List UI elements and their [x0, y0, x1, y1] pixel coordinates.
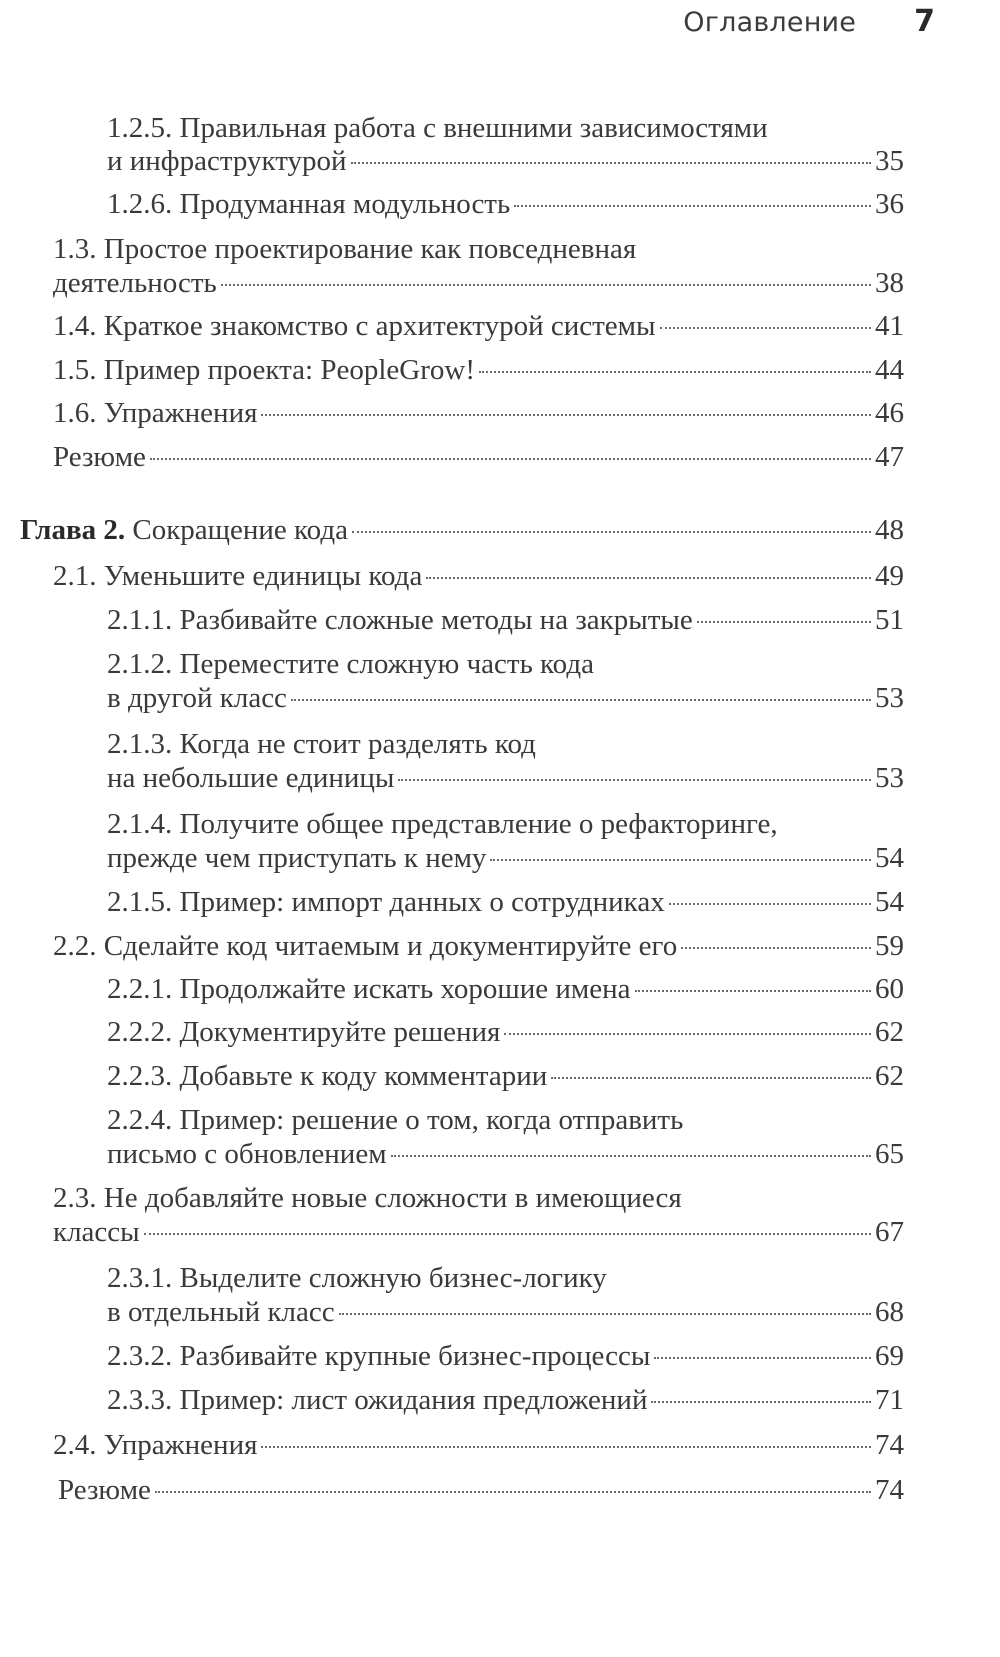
toc-page-number: 74 [875, 1474, 904, 1506]
toc-entry-title: Пример проекта: PeopleGrow! [103, 354, 475, 386]
toc-entry-title: Добавьте к коду комментарии [179, 1060, 548, 1092]
dot-leader [391, 1155, 871, 1157]
toc-page-number: 71 [875, 1384, 904, 1416]
toc-entry-title: Продолжайте искать хорошие имена [179, 973, 631, 1005]
toc-entry-number: 2.3. [53, 1182, 97, 1214]
toc-entry-2-2-4 [107, 1102, 683, 1138]
toc-entry-number: 1.2.6. [107, 188, 173, 220]
toc-entry-number: 2.2.3. [107, 1060, 173, 1092]
dot-leader [635, 990, 872, 992]
dot-leader [654, 1357, 871, 1359]
toc-entry-title: Краткое знакомство с архитектурой системы [103, 310, 656, 342]
toc-page-number: 53 [875, 682, 904, 714]
toc-entry-title: Упражнения [103, 1429, 258, 1461]
toc-entry-2-1-4 [107, 806, 778, 842]
toc-entry-title: Когда не стоит разделять код [179, 728, 536, 760]
toc-entry-number: 2.3.3. [107, 1384, 173, 1416]
toc-entry-2-1-4-cont [107, 840, 904, 876]
toc-entry-1-3-cont [53, 265, 904, 301]
toc-entry-1-2-6 [107, 186, 904, 222]
toc-entry-number: 2.1.1. [107, 604, 173, 636]
toc-entry-2-1-2 [107, 646, 594, 682]
toc-entry-title-cont: деятельность [53, 267, 217, 299]
dot-leader [352, 531, 871, 533]
dot-leader [150, 458, 871, 460]
dot-leader [697, 621, 871, 623]
toc-page-number: 41 [875, 310, 904, 342]
toc-entry-2-2-4-cont [107, 1136, 904, 1172]
toc-entry-number: 2.2.4. [107, 1104, 173, 1136]
toc-entry-title: Упражнения [103, 397, 258, 429]
dot-leader [155, 1491, 871, 1493]
toc-entry-2-2 [53, 928, 904, 964]
toc-entry-2-3-cont [53, 1214, 904, 1250]
toc-entry-2-3-1-cont [107, 1294, 904, 1330]
toc-entry-2-1-3-cont [107, 760, 904, 796]
dot-leader [681, 947, 871, 949]
dot-leader [660, 327, 871, 329]
toc-entry-title: Правильная работа с внешними зависимостями [179, 112, 768, 144]
toc-entry-title: Сделайте код читаемым и документируйте его [103, 930, 678, 962]
toc-entry-1-4 [53, 308, 904, 344]
toc-entry-number: 2.2.1. [107, 973, 173, 1005]
toc-page-number: 54 [875, 842, 904, 874]
toc-entry-2-1-1 [107, 602, 904, 638]
toc-entry-title: Не добавляйте новые сложности в имеющиеся [103, 1182, 682, 1214]
toc-page-number: 67 [875, 1216, 904, 1248]
toc-entry-number: 2.1. [53, 560, 97, 592]
toc-page-number: 36 [875, 188, 904, 220]
toc-entry-title-cont: и инфраструктурой [107, 145, 347, 177]
dot-leader [504, 1033, 871, 1035]
dot-leader [479, 371, 871, 373]
toc-entry-title: Простое проектирование как повседневная [103, 233, 637, 265]
dot-leader [221, 284, 871, 286]
toc-entry-title: Разбивайте крупные бизнес-процессы [179, 1340, 651, 1372]
toc-entry-number: 2.3.1. [107, 1262, 173, 1294]
toc-entry-title: Документируйте решения [179, 1016, 501, 1048]
toc-chapter-2 [20, 512, 904, 548]
toc-page-number: 46 [875, 397, 904, 429]
chapter-label: Глава 2. [20, 514, 126, 546]
toc-entry-2-3-3 [107, 1382, 904, 1418]
toc-page-number: 60 [875, 973, 904, 1005]
toc-entry-2-1-5 [107, 884, 904, 920]
toc-entry-2-2-2 [107, 1014, 904, 1050]
toc-entry-number: 2.1.2. [107, 648, 173, 680]
toc-page-number: 47 [875, 441, 904, 473]
toc-entry-title-cont: на небольшие единицы [107, 762, 395, 794]
dot-leader [651, 1401, 871, 1403]
toc-entry-2-2-1 [107, 971, 904, 1007]
toc-entry-2-3-2 [107, 1338, 904, 1374]
toc-entry-2-1 [53, 558, 904, 594]
toc-entry-title: Получите общее представление о рефакторинге, [179, 808, 778, 840]
toc-page-number: 44 [875, 354, 904, 386]
toc-entry-title: Переместите сложную часть кода [179, 648, 594, 680]
toc-page-number: 53 [875, 762, 904, 794]
toc-page-number: 62 [875, 1016, 904, 1048]
dot-leader [551, 1077, 871, 1079]
dot-leader [261, 414, 871, 416]
toc-page-number: 38 [875, 267, 904, 299]
toc-entry-2-2-3 [107, 1058, 904, 1094]
toc-entry-2-1-2-cont [107, 680, 904, 716]
toc-entry-title: Продуманная модульность [179, 188, 511, 220]
toc-page-number: 68 [875, 1296, 904, 1328]
toc-entry-1-6 [53, 395, 904, 431]
running-header [683, 4, 935, 39]
toc-page-number: 48 [875, 514, 904, 546]
toc-page-number: 69 [875, 1340, 904, 1372]
dot-leader [144, 1233, 871, 1235]
toc-entry-1-5 [53, 352, 904, 388]
toc-entry-number: 2.3.2. [107, 1340, 173, 1372]
toc-page-number: 35 [875, 145, 904, 177]
header-section-title: Оглавление [683, 7, 857, 38]
toc-page-number: 59 [875, 930, 904, 962]
toc-entry-number: 1.5. [53, 354, 97, 386]
toc-page-number: 62 [875, 1060, 904, 1092]
toc-entry-number: 2.1.3. [107, 728, 173, 760]
toc-entry-title: Резюме [53, 441, 146, 473]
toc-entry-title-cont: в отдельный класс [107, 1296, 335, 1328]
dot-leader [426, 577, 871, 579]
toc-entry-title-cont: классы [53, 1216, 140, 1248]
toc-entry-2-4 [53, 1427, 904, 1463]
toc-entry-title: Уменьшите единицы кода [103, 560, 423, 592]
toc-entry-number: 1.6. [53, 397, 97, 429]
toc-entry-title-cont: в другой класс [107, 682, 287, 714]
toc-entry-title: Разбивайте сложные методы на закрытые [179, 604, 693, 636]
toc-entry-number: 2.2.2. [107, 1016, 173, 1048]
toc-entry-title: Пример: лист ожидания предложений [179, 1384, 648, 1416]
toc-page-number: 65 [875, 1138, 904, 1170]
toc-entry-title-cont: письмо с обновлением [107, 1138, 387, 1170]
toc-entry-1-3 [53, 231, 636, 267]
toc-page-number: 54 [875, 886, 904, 918]
toc-entry-1-2-5 [107, 110, 768, 146]
dot-leader [514, 205, 871, 207]
dot-leader [339, 1313, 871, 1315]
dot-leader [351, 162, 871, 164]
dot-leader [669, 903, 871, 905]
header-page-number: 7 [914, 4, 935, 39]
toc-entry-number: 2.4. [53, 1429, 97, 1461]
toc-entry-number: 2.2. [53, 930, 97, 962]
toc-entry-summary-ch1 [53, 439, 904, 475]
toc-entry-number: 2.1.4. [107, 808, 173, 840]
toc-entry-2-3-1 [107, 1260, 607, 1296]
dot-leader [490, 859, 871, 861]
toc-entry-title: Резюме [58, 1474, 151, 1506]
toc-entry-title: Выделите сложную бизнес-логику [179, 1262, 607, 1294]
toc-entry-number: 1.4. [53, 310, 97, 342]
toc-entry-title: Пример: решение о том, когда отправить [179, 1104, 684, 1136]
toc-entry-2-3 [53, 1180, 682, 1216]
toc-entry-summary-ch2 [58, 1472, 904, 1508]
toc-entry-1-2-5-cont [107, 143, 904, 179]
toc-page-number: 51 [875, 604, 904, 636]
toc-entry-title-cont: прежде чем приступать к нему [107, 842, 487, 874]
dot-leader [398, 779, 871, 781]
toc-entry-title: Сокращение кода [132, 514, 348, 546]
toc-entry-number: 2.1.5. [107, 886, 173, 918]
toc-page-number: 49 [875, 560, 904, 592]
dot-leader [261, 1446, 871, 1448]
toc-entry-title: Пример: импорт данных о сотрудниках [179, 886, 665, 918]
toc-entry-number: 1.2.5. [107, 112, 173, 144]
toc-entry-number: 1.3. [53, 233, 97, 265]
toc-entry-2-1-3 [107, 726, 536, 762]
toc-page-number: 74 [875, 1429, 904, 1461]
dot-leader [291, 699, 871, 701]
